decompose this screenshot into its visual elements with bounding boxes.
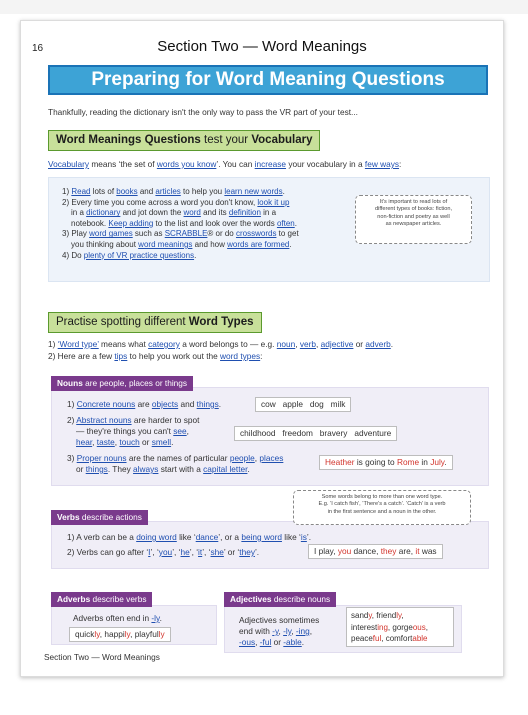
viewer-top-bar: [0, 0, 528, 14]
word-types-heading: Practise spotting different Word Types: [48, 312, 262, 333]
adverbs-heading: Adverbs describe verbs: [51, 592, 152, 607]
nouns-line-3b: or things. They always start with a capital letter.: [76, 464, 250, 474]
list-item: 3) Play word games such as SCRABBLE® or do crosswords to get: [62, 229, 299, 239]
list-item: 1) Read lots of books and articles to help you learn new words.: [62, 187, 285, 196]
page-footer: Section Two — Word Meanings: [44, 652, 160, 662]
nouns-line-2b: — they're things you can't see,: [76, 426, 189, 436]
reading-tip-note: It's important to read lots of different types of books: fiction, non-fiction and poetry as well as newspaper articles.: [355, 195, 472, 244]
adverbs-line: Adverbs often end in -ly.: [73, 613, 162, 623]
concrete-nouns-example: cow apple dog milk: [255, 397, 351, 412]
nouns-heading: Nouns are people, places or things: [51, 376, 193, 391]
viewer-bottom-bar: [0, 700, 528, 715]
list-item: you thinking about word meanings and how words are formed.: [71, 239, 292, 249]
adjectives-line-2: end with -y, -ly, -ing,: [239, 626, 313, 636]
section-title: Section Two — Word Meanings: [157, 38, 367, 55]
word-types-line-1: 1) ‘Word type’ means what category a word belongs to — e.g. noun, verb, adjective or adverb.: [48, 339, 394, 349]
verbs-example: I play, you dance, they are, it was: [308, 544, 443, 559]
adjectives-example: sandy, friendly, interesting, gorgeous, peaceful, comfortable: [346, 607, 454, 647]
document-page: [20, 20, 504, 677]
nouns-line-3: 3) Proper nouns are the names of particular people, places: [67, 453, 284, 463]
vocab-list: [62, 187, 299, 261]
vocab-definition: Vocabulary means ‘the set of words you know’. You can increase your vocabulary in a few ways:: [48, 159, 402, 169]
page-banner-title: Preparing for Word Meaning Questions: [48, 65, 488, 95]
list-item: notebook. Keep adding to the list and look over the words often.: [71, 218, 297, 228]
nouns-line-2c: hear, taste, touch or smell.: [76, 437, 174, 447]
verbs-tip-note: Some words belong to more than one word type. E.g. ‘I catch fish’, ‘There's a catch’. ‘Catch’ is a verb in the first sentence and a noun in the other.: [293, 490, 471, 525]
adverbs-example: quickly, happily, playfully: [69, 627, 171, 642]
abstract-nouns-example: childhood freedom bravery adventure: [234, 426, 397, 441]
proper-nouns-example: Heather is going to Rome in July.: [319, 455, 453, 470]
adjectives-line-3: -ous, -ful or -able.: [239, 637, 305, 647]
nouns-line-2: 2) Abstract nouns are harder to spot: [67, 415, 200, 425]
vocab-heading: Word Meanings Questions test your Vocabulary: [48, 130, 320, 151]
word-types-line-2: 2) Here are a few tips to help you work out the word types:: [48, 351, 263, 361]
intro-text: Thankfully, reading the dictionary isn't the only way to pass the VR part of your test...: [48, 107, 358, 117]
nouns-line-1: 1) Concrete nouns are objects and things.: [67, 399, 222, 409]
list-item: in a dictionary and jot down the word and its definition in a: [71, 208, 277, 218]
list-item: 2) Every time you come across a word you don't know, look it up: [62, 197, 290, 207]
adjectives-heading: Adjectives describe nouns: [224, 592, 336, 607]
list-item: 4) Do plenty of VR practice questions.: [62, 250, 197, 260]
verbs-line-2: 2) Verbs can go after ‘I’, ‘you’, ‘he’, ‘it’, ‘she’ or ‘they’.: [67, 547, 260, 557]
verbs-heading: Verbs describe actions: [51, 510, 148, 525]
page-number: 16: [32, 43, 44, 54]
verbs-line-1: 1) A verb can be a doing word like ‘dance’, or a being word like ‘is’.: [67, 532, 312, 542]
adjectives-line-1: Adjectives sometimes: [239, 615, 320, 625]
